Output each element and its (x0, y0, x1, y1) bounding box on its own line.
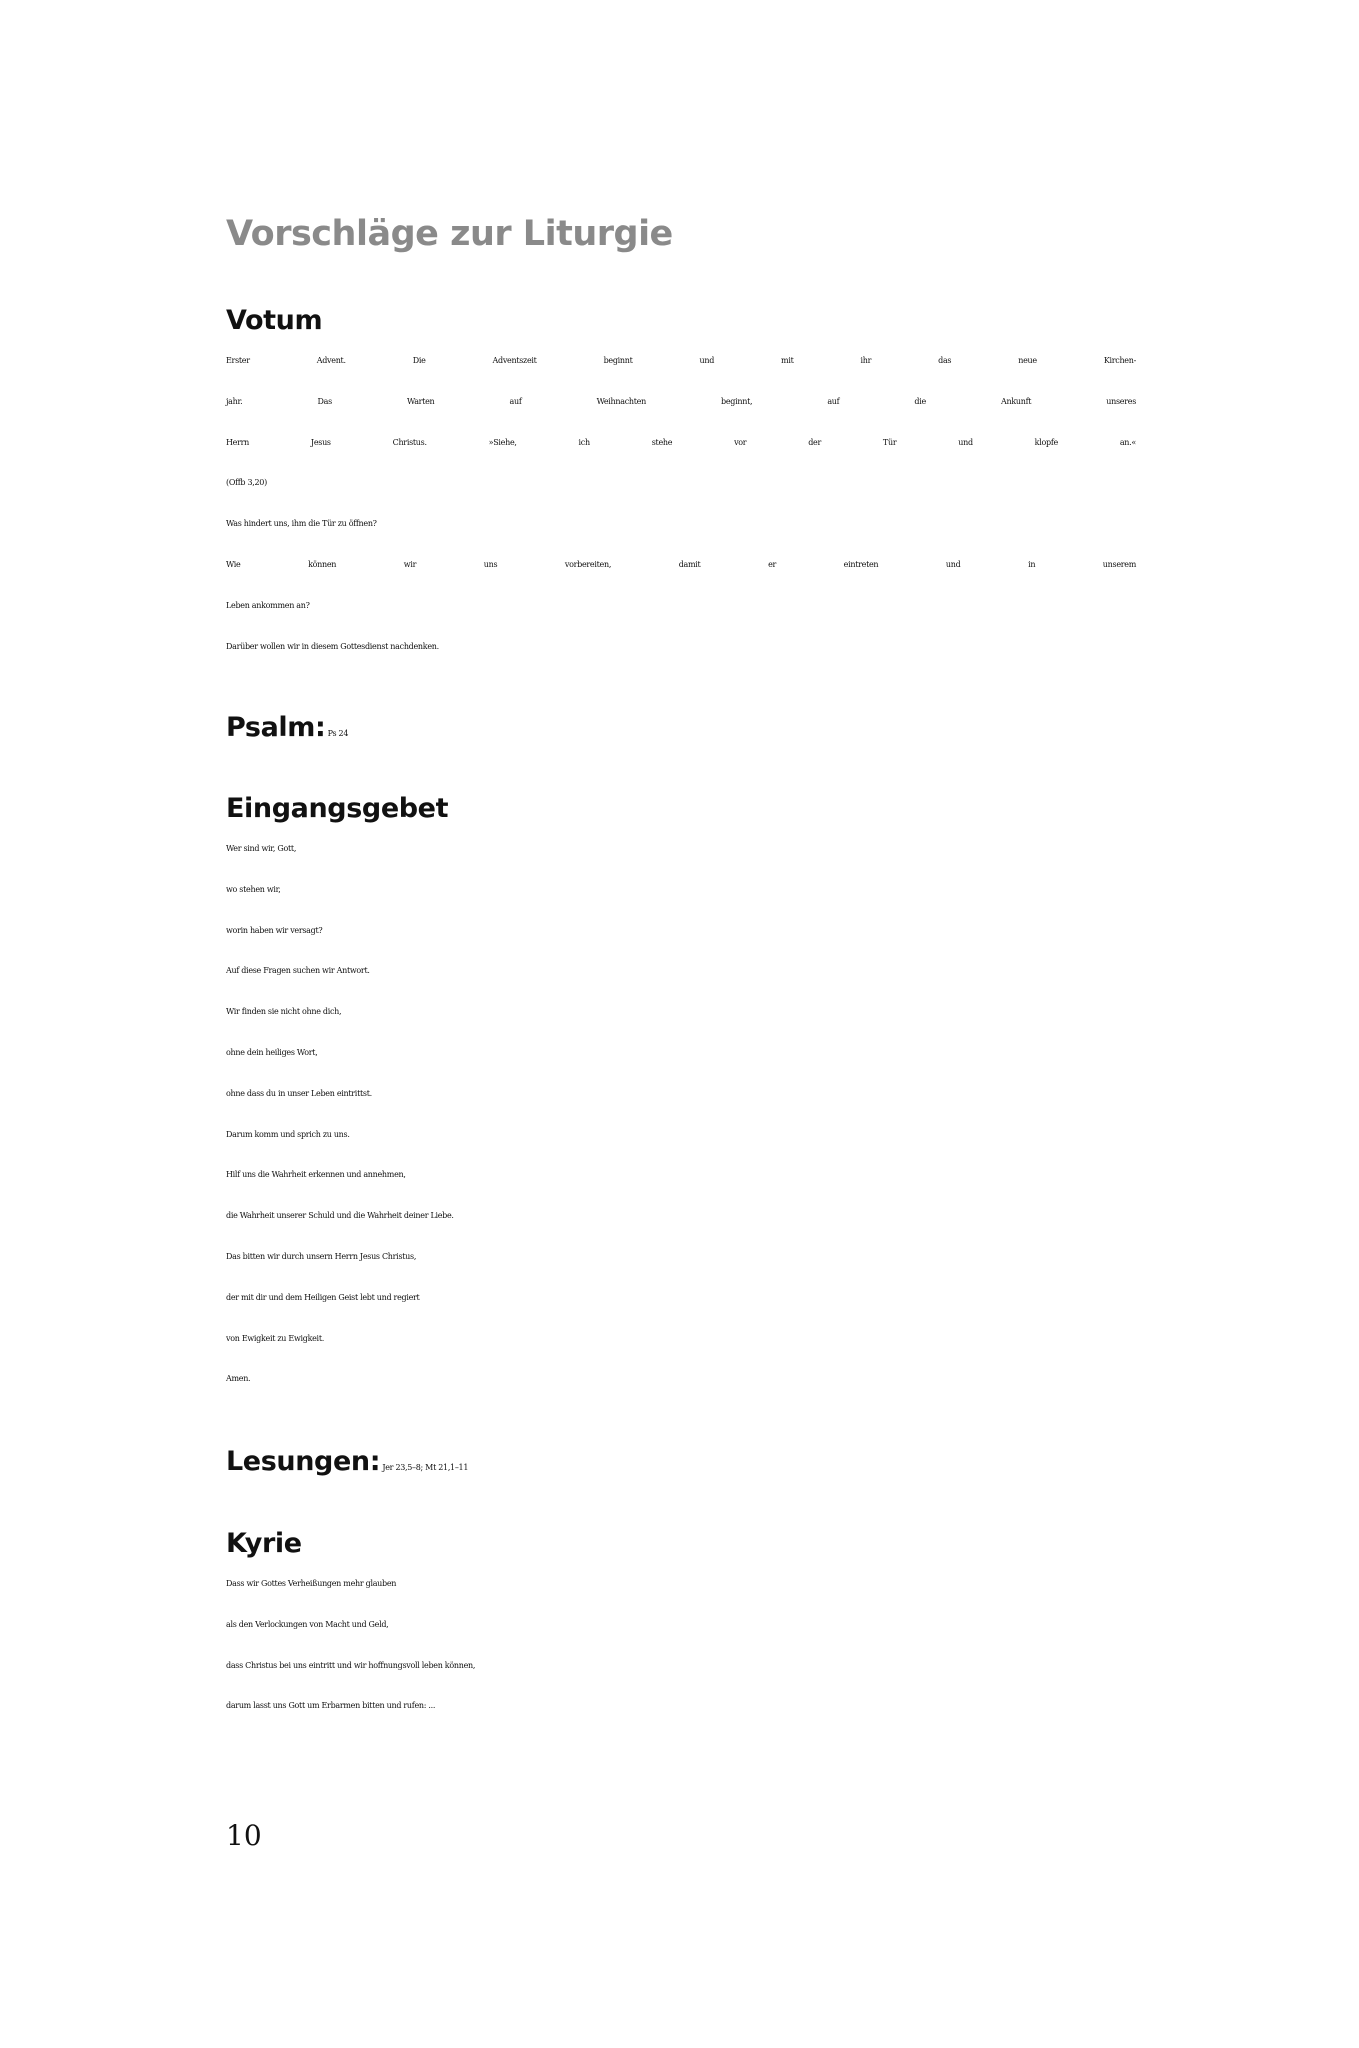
kyrie-line: darum lasst uns Gott um Erbarmen bitten und rufen: ... (226, 1701, 436, 1711)
prayer-line: von Ewigkeit zu Ewigkeit. (226, 1333, 324, 1343)
prayer-line: die Wahrheit unserer Schuld und die Wahrheit deiner Liebe. (226, 1211, 454, 1221)
kyrie-heading: Kyrie (226, 1528, 302, 1559)
lesungen-value: Jer 23,5–8; Mt 21,1–11 (380, 1463, 469, 1472)
prayer-line: ohne dass du in unser Leben eintrittst. (226, 1088, 372, 1098)
prayer-line: Amen. (226, 1374, 251, 1384)
votum-line: Wie können wir uns vorbereiten, damit er eintreten und in unserem (226, 559, 1136, 569)
prayer-line: Wer sind wir, Gott, (226, 844, 297, 853)
lesungen-line (226, 1442, 1136, 1489)
prayer-line: worin haben wir versagt? (226, 925, 323, 935)
psalm-line (226, 708, 1136, 755)
prayer-line: der mit dir und dem Heiligen Geist lebt und regiert (226, 1292, 420, 1302)
kyrie-line: dass Christus bei uns eintritt und wir hoffnungsvoll leben können, (226, 1660, 476, 1670)
prayer-line: Darum komm und sprich zu uns. (226, 1129, 350, 1139)
votum-heading: Votum (226, 305, 323, 336)
psalm-value: Ps 24 (325, 729, 349, 738)
page-title: Vorschläge zur Liturgie (226, 214, 673, 254)
votum-line: Herrn Jesus Christus. »Siehe, ich stehe vor der Tür und klopfe an.« (226, 437, 1136, 447)
psalm-label: Psalm: (226, 712, 326, 743)
prayer-line: Das bitten wir durch unsern Herrn Jesus Christus, (226, 1251, 417, 1261)
votum-line: jahr. Das Warten auf Weihnachten beginnt, auf die Ankunft unseres (226, 396, 1136, 406)
votum-line: Erster Advent. Die Adventszeit beginnt und mit ihr das neue Kirchen- (226, 356, 1136, 365)
kyrie-section (226, 1523, 1136, 1727)
kyrie-line: als den Verlockungen von Macht und Geld, (226, 1619, 389, 1629)
eingangsgebet-section (226, 788, 1136, 1400)
lesungen-label: Lesungen: (226, 1446, 381, 1477)
votum-line: Was hindert uns, ihm die Tür zu öffnen? (226, 519, 377, 529)
kyrie-line: Dass wir Gottes Verheißungen mehr glauben (226, 1579, 397, 1588)
prayer-line: wo stehen wir, (226, 884, 281, 894)
votum-line: Darüber wollen wir in diesem Gottesdienst nachdenken. (226, 641, 439, 651)
page-number: 10 (226, 1819, 262, 1852)
votum-line: (Offb 3,20) (226, 478, 267, 488)
prayer-line: Hilf uns die Wahrheit erkennen und annehmen, (226, 1170, 406, 1180)
prayer-line: ohne dein heiliges Wort, (226, 1047, 318, 1057)
votum-section (226, 300, 1136, 667)
prayer-line: Wir finden sie nicht ohne dich, (226, 1007, 342, 1017)
prayer-line: Auf diese Fragen suchen wir Antwort. (226, 966, 370, 976)
votum-line: Leben ankommen an? (226, 600, 310, 610)
eingangsgebet-heading: Eingangsgebet (226, 793, 449, 824)
